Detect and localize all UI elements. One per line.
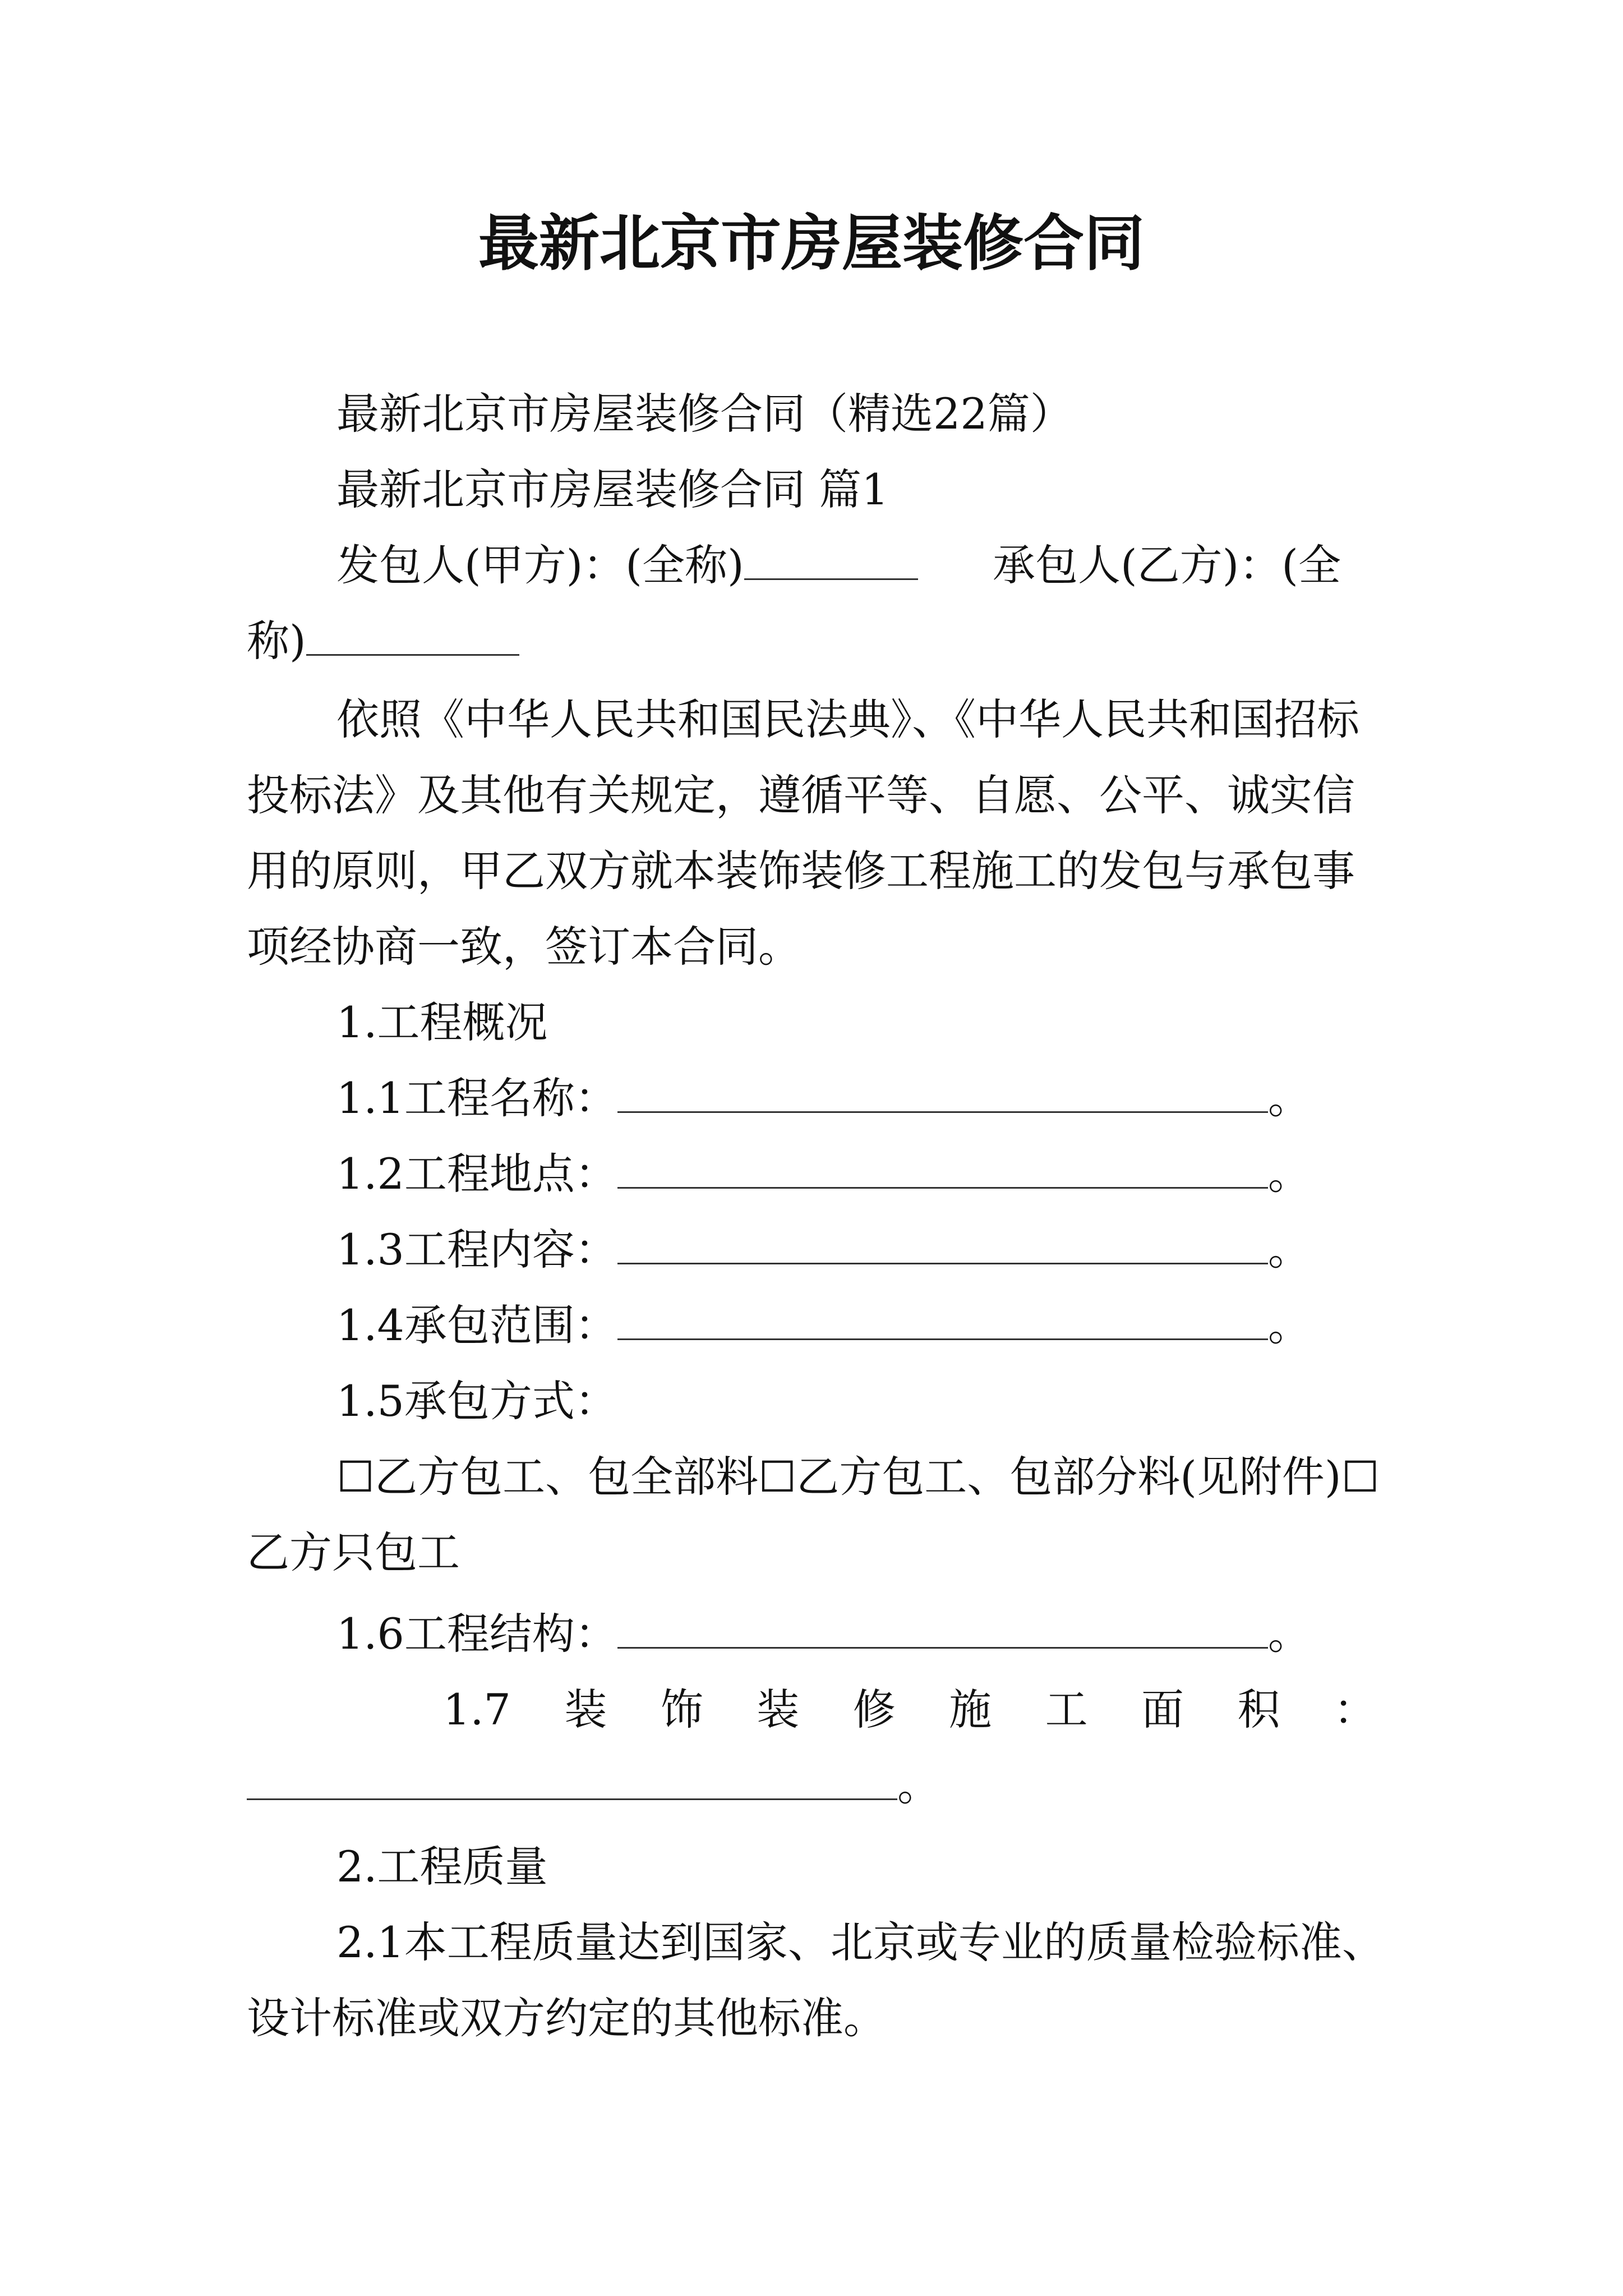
item-1-4 [336,1299,1311,1352]
item-2-1-line-2: 设计标准或双方约定的其他标准。 [247,1993,886,2043]
item-1-3-label: 1.3工程内容： [336,1225,617,1274]
intro-line-1: 依照《中华人民共和国民法典》、《中华人民共和国招标 [336,694,1359,744]
document-title: 最新北京市房屋装修合同 [478,209,1145,279]
contract-mode-options-continued: 乙方只包工 [247,1527,460,1577]
item-1-2 [336,1147,1311,1201]
intro-line-3: 用的原则，甲乙双方就本装饰装修工程施工的发包与承包事 [247,846,1355,896]
item-1-1-label: 1.1工程名称： [336,1073,617,1123]
item-1-7-char: 工 [1045,1685,1088,1734]
item-1-6 [336,1607,1311,1661]
item-1-7-char: 饰 [660,1685,703,1734]
party-b-label: 承包人(乙方)：(全 [993,540,1341,590]
section-2-heading: 2.工程质量 [336,1842,548,1892]
item-1-7-char: 施 [949,1685,992,1734]
item-1-4-blank [617,1299,1268,1340]
item-1-4-end: 。 [1267,1300,1311,1350]
item-1-3 [336,1223,1311,1277]
party-b-label-end: 称) [247,616,306,666]
item-1-2-blank [617,1148,1268,1189]
party-b-line-continued [247,614,519,668]
item-1-6-blank [617,1608,1268,1649]
section-1-heading: 1.工程概况 [336,997,548,1047]
item-1-7-label [443,1683,1376,1737]
item-2-1-line-1: 2.1本工程质量达到国家、北京或专业的质量检验标准、 [336,1917,1385,1967]
intro-line-2: 投标法》及其他有关规定，遵循平等、自愿、公平、诚实信 [247,770,1355,820]
item-1-2-label: 1.2工程地点： [336,1149,617,1199]
item-1-5-label: 1.5承包方式： [336,1376,617,1426]
item-1-7-char: ： [1333,1685,1376,1734]
item-1-6-end: 。 [1267,1609,1311,1659]
item-1-1-end: 。 [1267,1073,1311,1123]
section-heading: 最新北京市房屋装修合同 篇1 [336,464,889,514]
item-1-2-end: 。 [1267,1149,1311,1199]
document-subtitle: 最新北京市房屋装修合同（精选22篇） [336,389,1073,439]
item-1-1-blank [617,1072,1268,1113]
item-1-7-char: 装 [757,1685,800,1734]
party-a-label: 发包人(甲方)：(全称) [336,540,744,590]
item-1-7-value [247,1759,940,1812]
party-b-blank [306,615,519,656]
party-a-blank [744,539,918,580]
item-1-7-char: 修 [852,1685,896,1734]
item-1-3-end: 。 [1267,1225,1311,1274]
item-1-7-char: 面 [1141,1685,1184,1734]
item-1-7-blank [247,1759,897,1800]
item-1-7-char: 积 [1237,1685,1280,1734]
item-1-7-end: 。 [897,1760,940,1810]
item-1-4-label: 1.4承包范围： [336,1300,617,1350]
item-1-3-blank [617,1223,1268,1264]
intro-line-4: 项经协商一致，签订本合同。 [247,922,801,972]
item-1-7-char: 装 [564,1685,607,1734]
contract-mode-options: ☐乙方包工、包全部料☐乙方包工、包部分料(见附件)☐ [336,1452,1380,1502]
party-a-line [336,539,918,592]
item-1-6-label: 1.6工程结构： [336,1609,617,1659]
item-1-7-char: 1.7 [443,1685,511,1734]
item-1-1 [336,1071,1311,1125]
